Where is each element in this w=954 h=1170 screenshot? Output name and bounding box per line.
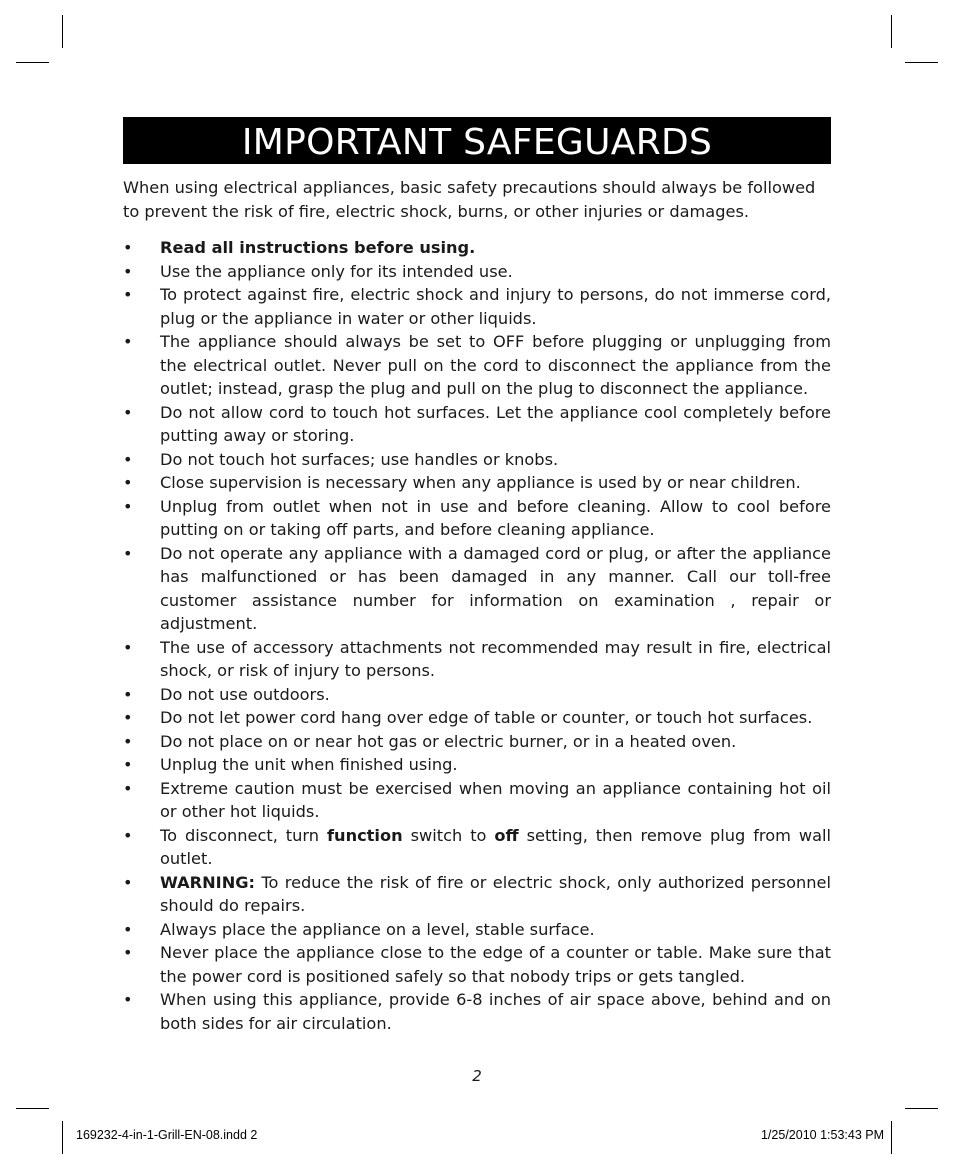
footer-file-info: 169232-4-in-1-Grill-EN-08.indd 2 [76,1128,258,1142]
list-item: • Extreme caution must be exercised when moving an appliance containing hot oil or other hot liquids. [123,778,831,821]
list-item: • Do not operate any appliance with a damaged cord or plug, or after the appliance has malfunctioned or has been damaged in any manner. Call our toll-free customer assistance number for information on examination , repair or adjustment. [123,543,831,633]
bullet: • [123,684,133,704]
bullet: • [123,825,133,845]
crop-mark [905,1108,938,1109]
list-item: • Do not use outdoors. [123,683,831,707]
bullet: • [123,731,133,751]
title-banner [123,117,831,164]
list-item: • Unplug from outlet when not in use and before cleaning. Allow to cool before putting on or taking off parts, and before cleaning appliance. [123,496,831,539]
bullet: • [123,637,133,657]
list-item: • The use of accessory attachments not recommended may result in fire, electrical shock, or risk of injury to persons. [123,637,831,680]
crop-mark [891,15,892,48]
bullet: • [123,708,133,727]
list-item: • Read all instructions before using. [123,236,831,260]
list-item: • Do not touch hot surfaces; use handles or knobs. [123,448,831,472]
bullet: • [123,990,133,1009]
list-item: • WARNING: To reduce the risk of fire or electric shock, only authorized personnel should do repairs. [123,872,831,915]
list-item: • Do not place on or near hot gas or electric burner, or in a heated oven. [123,730,831,754]
bullet: • [123,238,133,257]
list-item: • Unplug the unit when finished using. [123,753,831,777]
bullet: • [123,496,133,516]
intro-paragraph: When using electrical appliances, basic safety precautions should always be followed to prevent the risk of fire, electric shock, burns, or other injuries or damages. [123,178,816,221]
list-item: • To disconnect, turn function switch to off setting, then remove plug from wall outlet. [123,825,831,868]
bullet: • [123,755,133,774]
bullet: • [123,543,133,563]
list-item: • When using this appliance, provide 6-8 inches of air space above, behind and on both sides for air circulation. [123,990,831,1033]
safeguards-list [123,236,831,1035]
list-item: • Do not let power cord hang over edge of table or counter, or touch hot surfaces. [123,706,831,730]
bullet: • [123,473,133,492]
list-item: • The appliance should always be set to OFF before plugging or unplugging from the electrical outlet. Never pull on the cord to disconnect the appliance from the outlet; instead, grasp the plug and pull on the plug to disconnect the appliance. [123,332,831,398]
list-item: • Use the appliance only for its intended use. [123,260,831,284]
crop-mark [16,62,49,63]
page-number: 2 [472,1067,482,1085]
bullet: • [123,943,133,962]
list-item: • Close supervision is necessary when any appliance is used by or near children. [123,471,831,495]
crop-mark [16,1108,49,1109]
list-item: • Never place the appliance close to the edge of a counter or table. Make sure that the power cord is positioned safely so that nobody trips or gets tangled. [123,943,831,986]
page-title: IMPORTANT SAFEGUARDS [241,122,713,163]
bullet: • [123,449,133,469]
crop-mark [891,1121,892,1154]
bullet: • [123,402,133,422]
crop-mark [62,15,63,48]
bullet: • [123,778,133,798]
bullet: • [123,332,133,351]
list-item: • To protect against fire, electric shock and injury to persons, do not immerse cord, plug or the appliance in water or other liquids. [123,285,831,328]
bullet: • [123,919,133,939]
bullet: • [123,872,133,892]
bullet: • [123,285,133,304]
footer-timestamp: 1/25/2010 1:53:43 PM [760,1128,884,1142]
crop-mark [62,1121,63,1154]
list-item: • Do not allow cord to touch hot surfaces. Let the appliance cool completely before putting away or storing. [123,402,831,445]
bullet: • [123,261,133,281]
list-item: • Always place the appliance on a level, stable surface. [123,918,831,942]
crop-mark [905,62,938,63]
